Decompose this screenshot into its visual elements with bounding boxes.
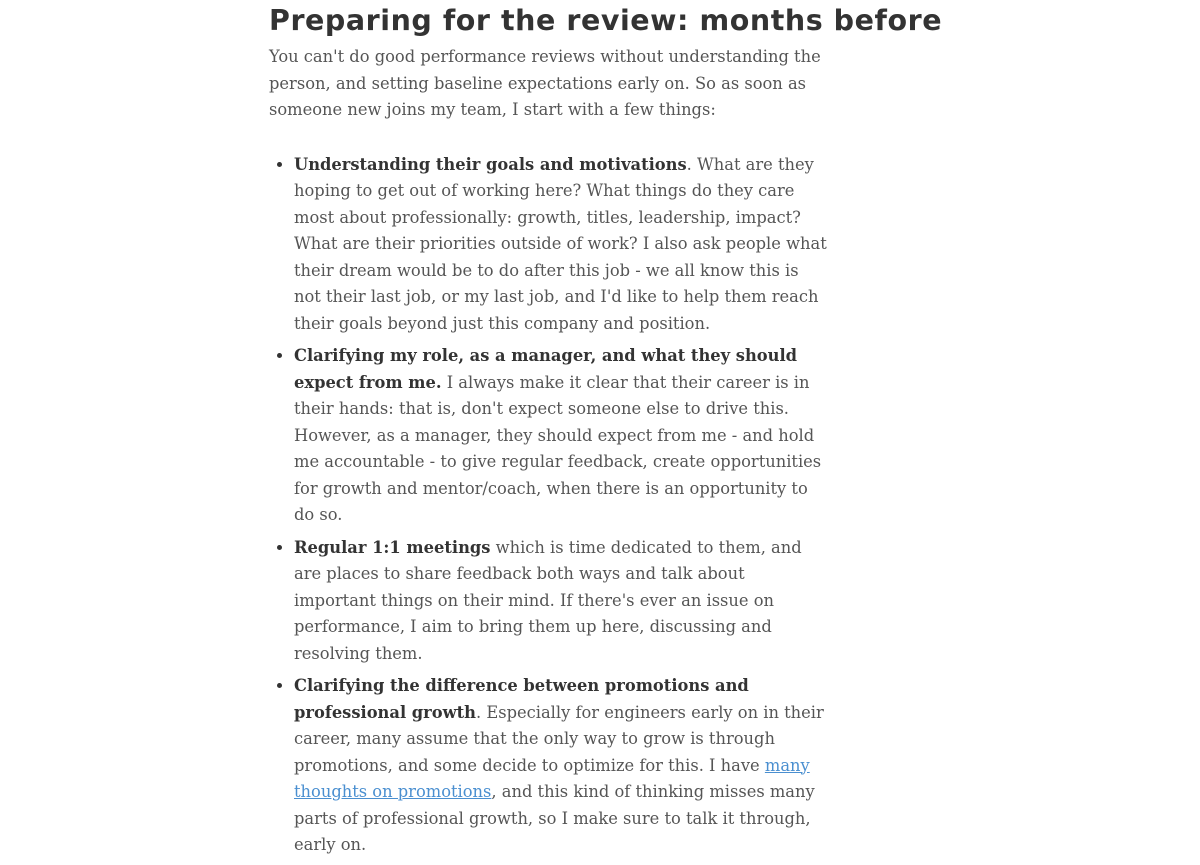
list-item-goals	[294, 152, 829, 338]
list-item-manager-role	[294, 343, 829, 529]
item-body-text: . What are they hoping to get out of working here? What things do they care most about professionally: growth, titles, leadership, impact? What are their priorities outside of work? I also ask people what their dream would be to do after this job - we all know this is not their last job, or my last job, and I'd like to help them reach their goals beyond just this company and position.	[294, 154, 827, 333]
item-bold-lead: Clarifying my role, as a manager, and what they should expect from me.	[294, 346, 798, 392]
item-body-text: which is time dedicated to them, and are places to share feedback both ways and talk about important things on their mind. If there's ever an issue on performance, I aim to bring them up here, discussing and resolving them.	[294, 537, 802, 663]
article	[269, 0, 943, 865]
item-body-text-after: , and this kind of thinking misses many parts of professional growth, so I make sure to talk it through, early on.	[294, 782, 815, 854]
item-body-text: I always make it clear that their career is in their hands: that is, don't expect someone else to drive this. However, as a manager, they should expect from me - and hold me accountable - to give regular feedback, create opportunities for growth and mentor/coach, when there is an opportunity to do so.	[294, 372, 822, 524]
list-item-one-on-ones	[294, 535, 829, 668]
item-bold-lead: Clarifying the difference between promotions and professional growth	[294, 676, 749, 722]
intro-paragraph: You can't do good performance reviews without understanding the person, and setting baseline expectations early on. So as soon as someone new joins my team, I start with a few things:	[269, 47, 821, 119]
list-item-promotions-vs-growth	[294, 673, 829, 859]
item-bold-lead: Regular 1:1 meetings	[294, 537, 491, 557]
promotions-thoughts-link[interactable]: many thoughts on promotions	[294, 755, 810, 801]
item-bold-lead: Understanding their goals and motivations	[294, 154, 687, 174]
section-heading: Preparing for the review: months before	[269, 4, 943, 37]
things-list	[269, 152, 829, 859]
item-body-text: . Especially for engineers early on in their career, many assume that the only way to grow is through promotions, and some decide to optimize for this. I have	[294, 702, 824, 775]
